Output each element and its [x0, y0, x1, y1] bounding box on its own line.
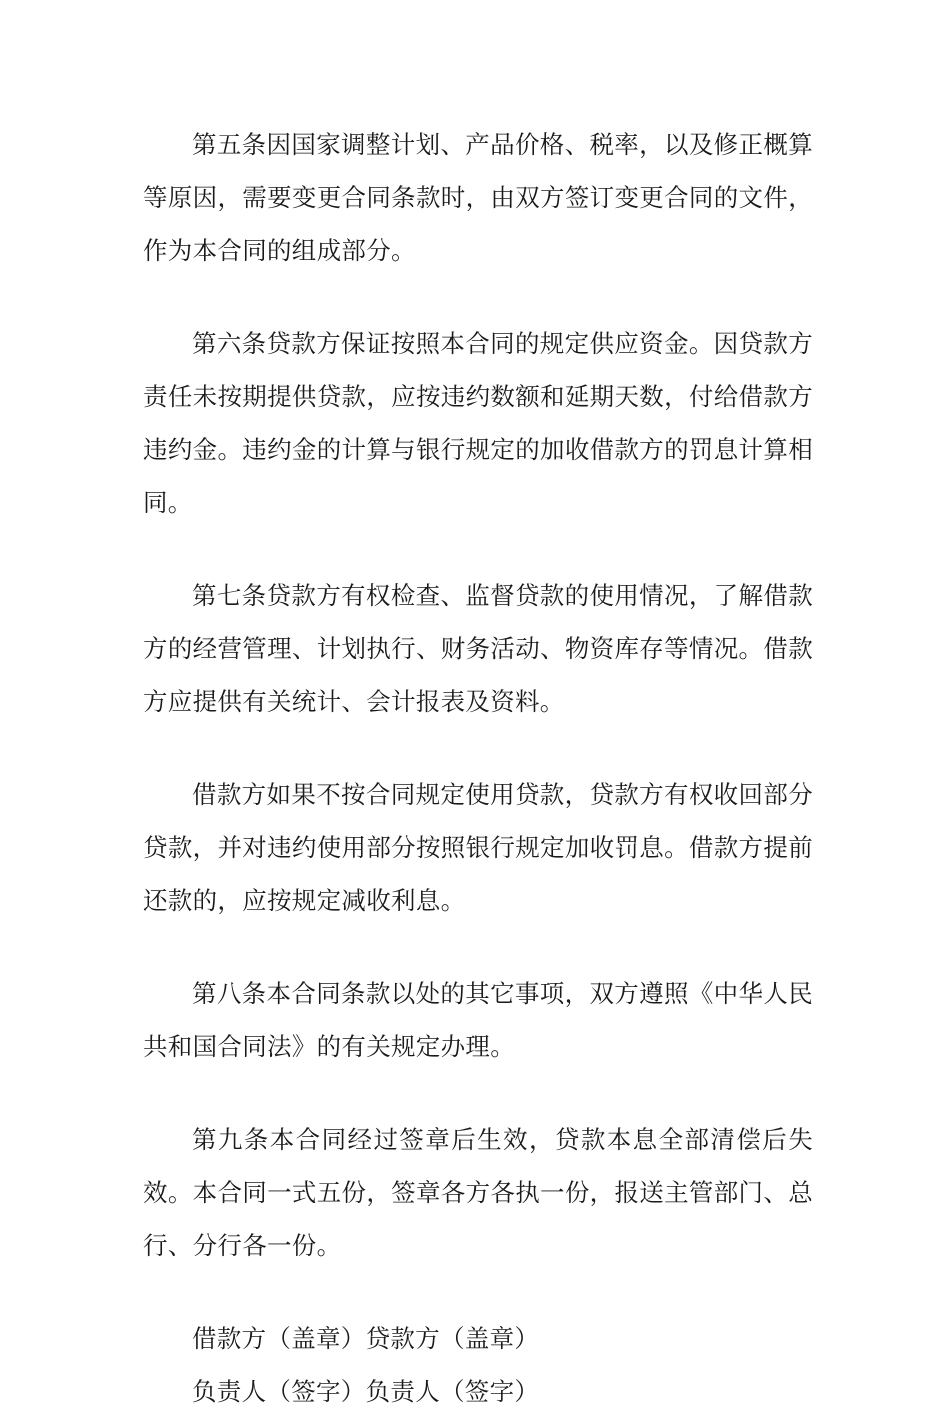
signature-seal-line: 借款方（盖章）贷款方（盖章）	[192, 1324, 540, 1353]
document-page	[143, 118, 813, 1418]
signature-sign-line: 负责人（签字）负责人（签字）	[192, 1377, 540, 1406]
clause-7-continued: 借款方如果不按合同规定使用贷款，贷款方有权收回部分贷款，并对违约使用部分按照银行规定加收罚息。借款方提前还款的，应按规定减收利息。	[143, 780, 813, 915]
clause-5: 第五条因国家调整计划、产品价格、税率，以及修正概算等原因，需要变更合同条款时，由双方签订变更合同的文件，作为本合同的组成部分。	[143, 130, 813, 265]
clause-9: 第九条本合同经过签章后生效，贷款本息全部清偿后失效。本合同一式五份，签章各方各执一份，报送主管部门、总行、分行各一份。	[143, 1125, 813, 1260]
clause-7: 第七条贷款方有权检查、监督贷款的使用情况，了解借款方的经营管理、计划执行、财务活动、物资库存等情况。借款方应提供有关统计、会计报表及资料。	[143, 581, 813, 716]
signature-block	[143, 1312, 813, 1418]
clause-6: 第六条贷款方保证按照本合同的规定供应资金。因贷款方责任未按期提供贷款，应按违约数额和延期天数，付给借款方违约金。违约金的计算与银行规定的加收借款方的罚息计算相同。	[143, 329, 813, 517]
clause-8: 第八条本合同条款以处的其它事项，双方遵照《中华人民共和国合同法》的有关规定办理。	[143, 979, 813, 1061]
